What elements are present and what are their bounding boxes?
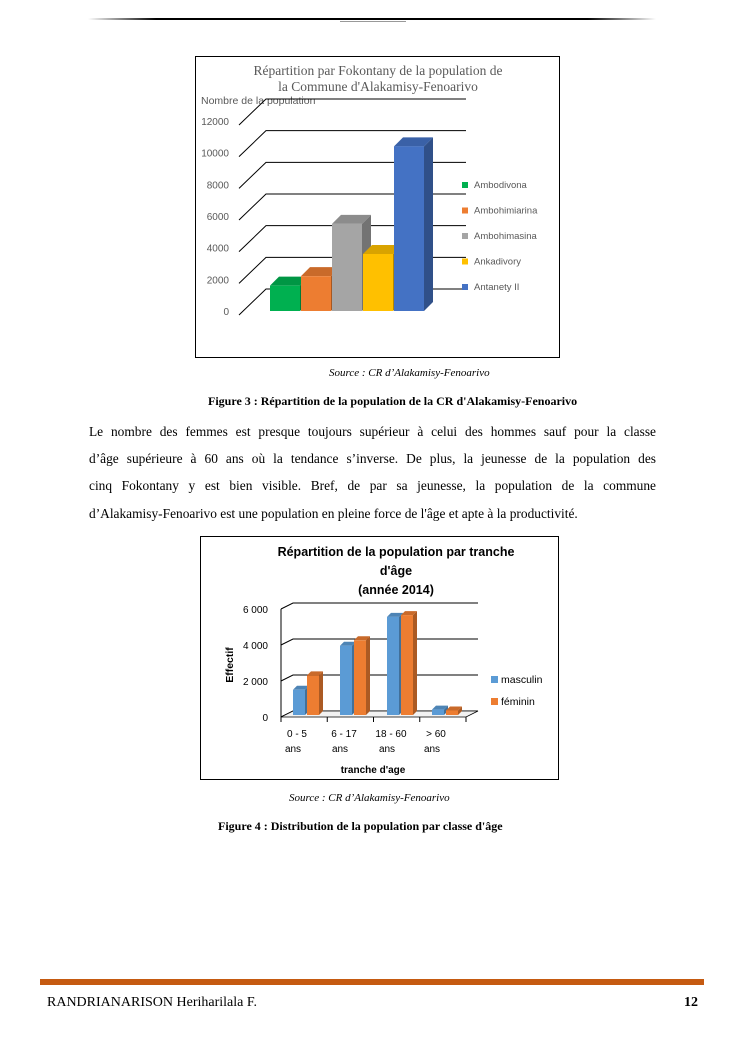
chart2-bar-side xyxy=(413,611,417,715)
chart2-legend-swatch xyxy=(491,676,498,683)
chart2-x-label: 6 - 17 xyxy=(331,729,357,740)
age-chart-svg xyxy=(201,537,558,779)
chart2-ylabel: Effectif xyxy=(224,647,236,683)
chart1-bar xyxy=(394,146,424,311)
chart1-y-tick: 8000 xyxy=(206,180,229,192)
chart2-xlabel: tranche d'age xyxy=(340,765,406,776)
chart2-x-label: ans xyxy=(284,744,302,755)
chart1-legend-swatch xyxy=(462,233,468,239)
chart2-bar xyxy=(293,690,305,715)
chart2-title: (année 2014) xyxy=(358,583,434,597)
chart1-bar xyxy=(301,276,331,311)
chart1-bar xyxy=(332,224,362,311)
chart2-x-label: ans xyxy=(378,744,396,755)
chart2-bar-side xyxy=(319,671,323,715)
chart1-legend-label: Ambodivona xyxy=(474,180,527,191)
body-paragraph xyxy=(89,418,656,527)
chart1-bar-side xyxy=(424,137,433,311)
chart2-bar xyxy=(340,646,352,715)
chart1-legend-swatch xyxy=(462,182,468,188)
paragraph-line: d’âge supérieure à 60 ans où la tendance s’inverse. De plus, la jeunesse de la population des xyxy=(89,451,656,467)
top-rule-mark xyxy=(340,21,406,22)
chart1-y-tick: 10000 xyxy=(201,148,229,160)
chart1-y-tick: 2000 xyxy=(206,275,229,287)
chart1-legend-label: Ambohimasina xyxy=(474,231,537,242)
top-rule xyxy=(88,18,656,20)
chart1-ylabel: Nombre de la population xyxy=(201,95,316,107)
chart2-legend-label: féminin xyxy=(501,696,535,708)
chart2-legend-swatch xyxy=(491,698,498,705)
chart2-y-tick: 4 000 xyxy=(242,641,268,652)
chart2-gridline xyxy=(281,639,478,645)
chart1-source: Source : CR d’Alakamisy-Fenoarivo xyxy=(329,367,490,379)
page-number: 12 xyxy=(684,995,698,1010)
chart1-legend-swatch xyxy=(462,208,468,214)
chart2-x-label: > 60 xyxy=(426,729,446,740)
chart2-x-label: 0 - 5 xyxy=(286,729,308,740)
chart2-bar xyxy=(307,675,319,715)
chart1-title: Répartition par Fokontany de la population de xyxy=(253,63,503,78)
chart2-x-label: ans xyxy=(331,744,349,755)
fokontany-chart-svg xyxy=(196,57,559,357)
chart2-bar xyxy=(446,711,458,716)
chart2-bar xyxy=(354,640,366,715)
chart1-legend-label: Ankadivory xyxy=(474,256,521,268)
chart2-x-label: 18 - 60 xyxy=(375,729,407,740)
paragraph-line: d’Alakamisy-Fenoarivo est une population en pleine force de l'âge et apte à la productivité. xyxy=(89,505,578,521)
paragraph-line: cinq Fokontany y est bien visible. Bref, de par sa jeunesse, la population de la commune xyxy=(89,478,656,494)
footer-author: RANDRIANARISON Heriharilala F. xyxy=(47,995,258,1010)
chart1-legend-swatch xyxy=(462,259,468,265)
chart1-title: la Commune d'Alakamisy-Fenoarivo xyxy=(278,79,478,94)
chart2-title: d'âge xyxy=(379,564,413,578)
fokontany-chart xyxy=(195,56,560,358)
chart1-y-tick: 0 xyxy=(223,307,229,318)
chart2-y-tick: 2 000 xyxy=(242,677,268,688)
chart2-bar xyxy=(401,615,413,715)
chart1-legend-label: Ambohimiarina xyxy=(474,205,538,217)
chart2-legend-label: masculin xyxy=(501,674,543,686)
footer-bar xyxy=(40,979,704,985)
paragraph-line: Le nombre des femmes est presque toujours supérieur à celui des hommes sauf pour la classe xyxy=(89,424,656,439)
chart2-title: Répartition de la population par tranche xyxy=(277,545,515,559)
chart2-source: Source : CR d’Alakamisy-Fenoarivo xyxy=(289,792,450,804)
chart1-bar xyxy=(363,254,393,311)
chart1-y-tick: 12000 xyxy=(201,117,229,128)
chart1-y-tick: 6000 xyxy=(206,212,229,223)
chart2-gridline xyxy=(281,603,478,609)
figure-3-caption: Figure 3 : Répartition de la population de la CR d'Alakamisy-Fenoarivo xyxy=(208,394,578,408)
chart2-bar xyxy=(432,710,444,715)
chart1-bar xyxy=(270,286,300,311)
chart1-legend-label: Antanety II xyxy=(474,282,520,293)
chart2-y-tick: 0 xyxy=(262,713,268,724)
chart1-y-tick: 4000 xyxy=(206,243,229,255)
chart2-bar xyxy=(387,617,399,715)
chart2-x-label: ans xyxy=(423,744,441,755)
figure-4-caption: Figure 4 : Distribution de la population par classe d'âge xyxy=(218,819,503,833)
chart2-y-tick: 6 000 xyxy=(242,605,268,616)
chart2-bar-side xyxy=(366,636,370,715)
age-chart xyxy=(200,536,559,780)
chart1-legend-swatch xyxy=(462,284,468,290)
